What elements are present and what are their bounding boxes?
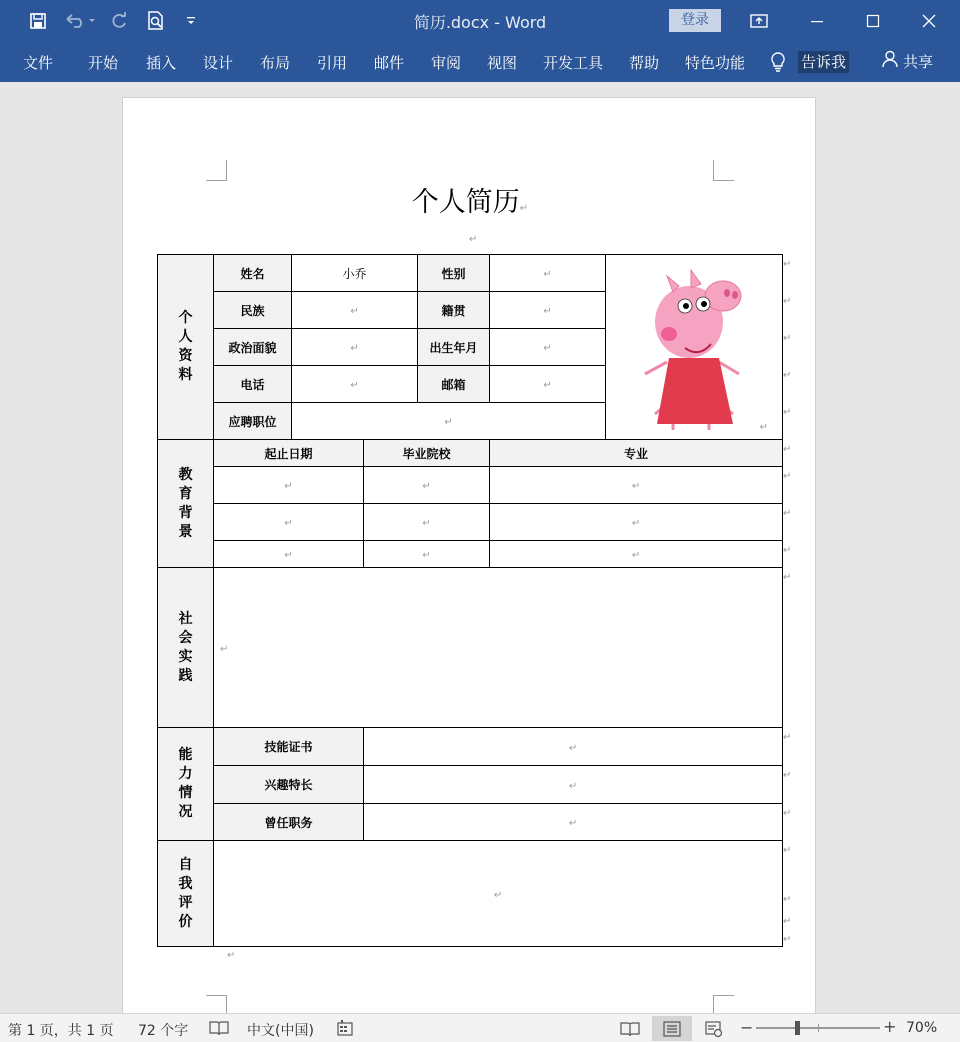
birth-label: 出生年月	[418, 329, 490, 366]
paragraph-mark: ↵	[519, 203, 529, 214]
self-evaluation-content[interactable]: ↵	[214, 841, 783, 947]
certificates-value[interactable]: ↵	[364, 728, 783, 766]
table-row	[158, 541, 783, 568]
origin-value[interactable]: ↵	[490, 292, 606, 329]
education-major-cell[interactable]: ↵	[490, 541, 783, 568]
phone-label: 电话	[214, 366, 292, 403]
ethnicity-label: 民族	[214, 292, 292, 329]
tab-special-features[interactable]: 特色功能	[685, 54, 746, 72]
education-major-cell[interactable]: ↵	[490, 504, 783, 541]
tab-mailings[interactable]: 邮件	[374, 54, 405, 72]
pig-avatar-image	[639, 262, 749, 430]
name-label: 姓名	[214, 255, 292, 292]
zoom-in-button[interactable]: +	[883, 1017, 897, 1036]
resume-table	[157, 254, 783, 947]
section-ability	[158, 728, 214, 841]
tab-view[interactable]: 视图	[487, 54, 518, 72]
education-dates-cell[interactable]: ↵	[214, 541, 364, 568]
maximize-icon[interactable]	[850, 0, 896, 42]
tab-design[interactable]: 设计	[203, 54, 234, 72]
section-label: 教育背景	[178, 466, 193, 540]
tab-developer[interactable]: 开发工具	[543, 54, 604, 72]
title-bar	[0, 0, 960, 42]
ethnicity-value[interactable]: ↵	[292, 292, 418, 329]
education-header-major: 专业	[490, 440, 783, 467]
share-button[interactable]	[881, 50, 933, 72]
section-self-evaluation	[158, 841, 214, 947]
paragraph-mark: ↵	[469, 234, 478, 245]
former-positions-label: 曾任职务	[214, 804, 364, 841]
gender-value[interactable]: ↵	[490, 255, 606, 292]
tab-home[interactable]: 开始	[88, 54, 119, 72]
tell-me-search[interactable]: 告诉我	[798, 51, 849, 73]
gender-label: 性别	[418, 255, 490, 292]
section-label: 自我评价	[178, 856, 193, 930]
education-header-school: 毕业院校	[364, 440, 490, 467]
practice-content[interactable]: ↵	[214, 568, 783, 728]
proofing-icon[interactable]	[209, 1020, 229, 1040]
education-school-cell[interactable]: ↵	[364, 467, 490, 504]
table-row	[158, 467, 783, 504]
education-dates-cell[interactable]: ↵	[214, 467, 364, 504]
education-major-cell[interactable]: ↵	[490, 467, 783, 504]
document-title: 简历.docx - Word	[413, 13, 547, 32]
page-count[interactable]: 第 1 页，共 1 页	[8, 1023, 114, 1039]
hobbies-value[interactable]: ↵	[364, 766, 783, 804]
zoom-level[interactable]: 70%	[906, 1020, 938, 1036]
education-header-dates: 起止日期	[214, 440, 364, 467]
section-personal	[158, 255, 214, 440]
login-button[interactable]: 登录	[669, 9, 721, 32]
zoom-slider-center-tick	[818, 1024, 819, 1032]
margin-mark-top-left	[206, 160, 227, 181]
paragraph-mark: ↵	[227, 950, 236, 961]
margin-mark-bottom-right	[713, 995, 734, 1013]
customize-qat-icon[interactable]	[182, 8, 200, 34]
former-positions-value[interactable]: ↵	[364, 804, 783, 841]
tab-help[interactable]: 帮助	[629, 54, 660, 72]
position-label: 应聘职位	[214, 403, 292, 440]
politics-label: 政治面貌	[214, 329, 292, 366]
margin-mark-top-right	[713, 160, 734, 181]
phone-value[interactable]: ↵	[292, 366, 418, 403]
tab-layout[interactable]: 布局	[260, 54, 291, 72]
web-layout-icon[interactable]	[694, 1016, 734, 1041]
close-icon[interactable]	[906, 0, 952, 42]
word-count[interactable]: 72 个字	[138, 1023, 189, 1039]
read-mode-icon[interactable]	[610, 1016, 650, 1041]
tab-references[interactable]: 引用	[317, 54, 348, 72]
lightbulb-icon[interactable]	[769, 51, 787, 77]
ribbon-display-icon[interactable]	[736, 0, 782, 42]
document-heading[interactable]	[123, 180, 817, 219]
status-bar	[0, 1013, 960, 1042]
section-label: 个人资料	[178, 310, 193, 383]
politics-value[interactable]: ↵	[292, 329, 418, 366]
name-value[interactable]: 小乔	[292, 255, 418, 292]
section-label: 社会实践	[178, 610, 193, 684]
print-preview-icon[interactable]	[142, 8, 170, 34]
paragraph-mark: ↵	[759, 422, 769, 433]
education-school-cell[interactable]: ↵	[364, 504, 490, 541]
tab-review[interactable]: 审阅	[431, 54, 462, 72]
print-layout-icon[interactable]	[652, 1016, 692, 1041]
table-row	[158, 504, 783, 541]
macro-icon[interactable]	[337, 1020, 353, 1040]
margin-mark-bottom-left	[206, 995, 227, 1013]
section-practice	[158, 568, 214, 728]
education-school-cell[interactable]: ↵	[364, 541, 490, 568]
certificates-label: 技能证书	[214, 728, 364, 766]
share-label: 共享	[903, 52, 934, 71]
row-end-marks: ↵ ↵ ↵ ↵ ↵ ↵ ↵ ↵ ↵ ↵ ↵ ↵ ↵ ↵ ↵ ↵ ↵	[783, 259, 792, 945]
email-label: 邮箱	[418, 366, 490, 403]
person-icon	[881, 50, 899, 72]
tab-insert[interactable]: 插入	[146, 54, 177, 72]
position-value[interactable]: ↵	[292, 403, 606, 440]
email-value[interactable]: ↵	[490, 366, 606, 403]
save-icon[interactable]	[24, 8, 52, 34]
hobbies-label: 兴趣特长	[214, 766, 364, 804]
tab-file[interactable]: 文件	[23, 54, 54, 72]
profile-photo[interactable]	[606, 255, 783, 440]
heading-text: 个人简历	[411, 187, 520, 218]
language[interactable]: 中文(中国)	[247, 1023, 314, 1039]
redo-icon[interactable]	[106, 8, 132, 34]
zoom-slider[interactable]	[756, 1027, 880, 1029]
section-label: 能力情况	[178, 747, 193, 820]
undo-icon[interactable]	[60, 8, 100, 34]
education-dates-cell[interactable]: ↵	[214, 504, 364, 541]
zoom-out-button[interactable]: −	[740, 1018, 754, 1037]
birth-value[interactable]: ↵	[490, 329, 606, 366]
origin-label: 籍贯	[418, 292, 490, 329]
section-education	[158, 440, 214, 568]
minimize-icon[interactable]	[794, 0, 840, 42]
zoom-slider-thumb[interactable]	[795, 1021, 800, 1035]
